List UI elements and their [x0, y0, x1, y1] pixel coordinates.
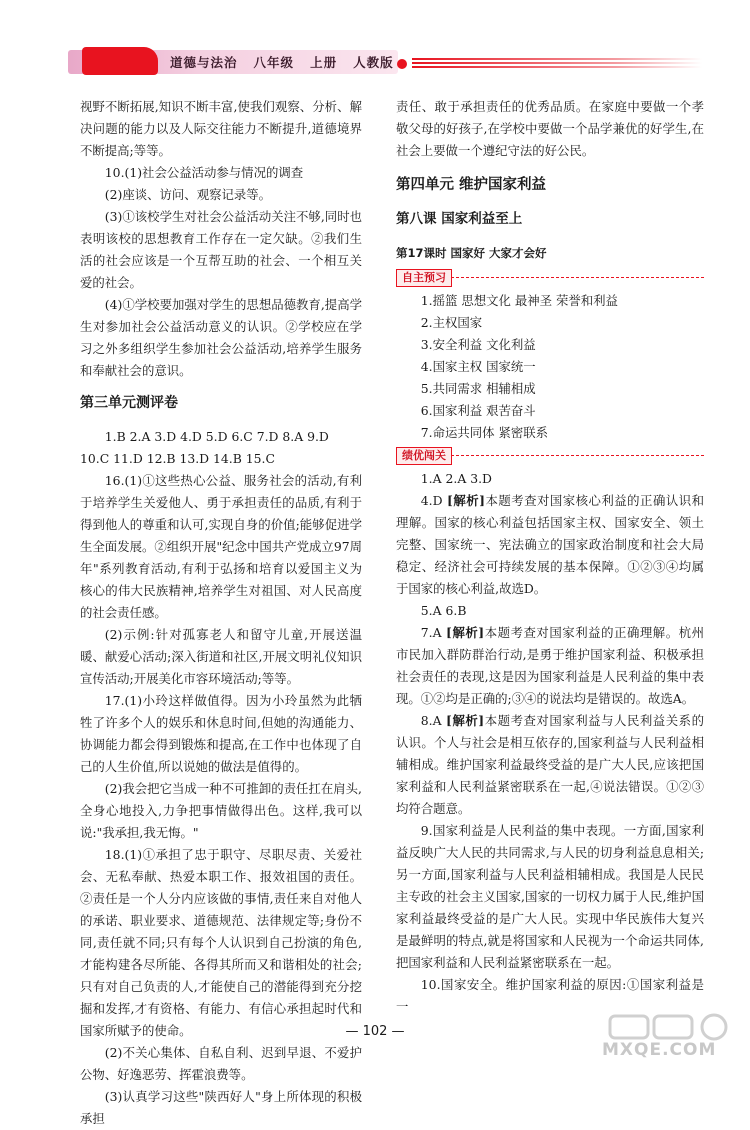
preview-item: 6.国家利益 艰苦奋斗 — [420, 403, 536, 418]
q10-part4: (4)①学校要加强对学生的思想品德教育,提高学生对参加社会公益活动意义的认识。②学校应在学习之外多组织学生参加社会公益活动,培养学生服务和奉献社会的意识。 — [80, 297, 362, 378]
page-number: — 102 — — [345, 1024, 405, 1039]
right-intro: 责任、敢于承担责任的优秀品质。在家庭中要做一个孝敬父母的好孩子,在学校中要做一个品学兼优的好学生,在社会上要做一个遵纪守法的好公民。 — [396, 99, 704, 158]
q4-analysis-tag: [解析] — [446, 493, 485, 508]
left-column — [80, 96, 362, 1130]
q8-text: 本题考查对国家利益与人民利益关系的认识。个人与社会是相互依存的,国家利益与人民利益相辅相成。维护国家利益最终受益的是广大人民,应该把国家利益和人民利益紧密联系在一起,④说法错误。①②③均符合题意。 — [396, 713, 704, 816]
q16-part1: 16.(1)①这些热心公益、服务社会的活动,有利于培养学生关爱他人、勇于承担责任的品质,有利于得到他人的尊重和认可,实现自身的价值;能够促进学生全面发展。②组织开展"纪念中国共产党成立97周年"系列教育活动,有利于弘扬和培育以爱国主义为核心的伟大民族精神,培养学生对祖国、对人民高度的社会责任感。 — [80, 473, 362, 620]
q8-answer — [396, 710, 704, 820]
q4-prefix: 4.D — [420, 493, 447, 508]
unit3-test-title: 第三单元测评卷 — [80, 395, 178, 411]
left-line: 视野不断拓展,知识不断丰富,使我们观察、分析、解决问题的能力以及人际交往能力不断提升,道德境界不断提高;等等。 — [80, 99, 362, 158]
q18-part1: 18.(1)①承担了忠于职守、尽职尽责、关爱社会、无私奉献、热爱本职工作、报效祖国的责任。②责任是一个人分内应该做的事情,责任来自对他人的承诺、职业要求、道德规范、法律规定等;身份不同,责任就不同;只有每个人认识到自己扮演的角色,才能构建各尽所能、各得其所而又和谐相处的社会;只有对自己负责的人,才能使自己的潜能得到充分挖掘和发挥,才有资格、有能力、有信心承担起时代和国家所赋予的使命。 — [80, 847, 362, 1038]
answers-5-6: 5.A 6.B — [420, 603, 467, 618]
watermark-text: MXQE.COM — [602, 1040, 717, 1060]
preview-item: 3.安全利益 文化利益 — [420, 337, 536, 352]
tag-label-practice: 绩优闯关 — [396, 447, 452, 465]
answers-1-3: 1.A 2.A 3.D — [420, 471, 492, 486]
q7-prefix: 7.A — [420, 625, 447, 640]
q4-text: 本题考查对国家核心利益的正确认识和理解。国家的核心利益包括国家主权、国家安全、领土完整、国家统一、宪法确立的国家政治制度和社会大局稳定、经济社会可持续发展的基本保障。①②③④均属于国家的核心利益,故选D。 — [396, 493, 704, 596]
q4-answer — [396, 490, 704, 600]
q7-answer — [396, 622, 704, 710]
q10-part1: 10.(1)社会公益活动参与情况的调查 — [104, 165, 304, 180]
q10-part3: (3)①该校学生对社会公益活动关注不够,同时也表明该校的思想教育工作存在一定欠缺。②我们生活的社会应该是一个互帮互助的社会、一个相互关爱的社会。 — [80, 209, 362, 290]
preview-item: 2.主权国家 — [420, 315, 483, 330]
page-header — [0, 0, 750, 90]
tag-label-preview: 自主预习 — [396, 269, 452, 287]
choice-answers-1: 1.B 2.A 3.D 4.D 5.D 6.C 7.D 8.A 9.D — [104, 429, 329, 444]
header-dot — [397, 59, 407, 69]
preview-item: 5.共同需求 相辅相成 — [420, 381, 536, 396]
lesson8-title: 第八课 国家利益至上 — [396, 211, 523, 227]
section-tag-preview — [396, 268, 704, 288]
q9-answer: 9.国家利益是人民利益的集中表现。一方面,国家利益反映广大人民的共同需求,与人民的切身利益息息相关;另一方面,国家利益与人民利益相辅相成。我国是人民民主专政的社会主义国家,国家的一切权力属于人民,维护国家利益最终受益的是广大人民。实现中华民族伟大复兴是最鲜明的特点,就是将国家和人民视为一个命运共同体,把国家利益和人民利益紧密联系在一起。 — [396, 823, 704, 970]
q17-part2: (2)我会把它当成一种不可推卸的责任扛在肩头,全身心地投入,力争把事情做得出色。这样,我可以说:"我承担,我无悔。" — [80, 781, 362, 840]
q18-part3: (3)认真学习这些"陕西好人"身上所体现的积极承担 — [80, 1089, 362, 1126]
q18-part2: (2)不关心集体、自私自利、迟到早退、不爱护公物、好逸恶劳、挥霍浪费等。 — [80, 1045, 362, 1082]
q8-prefix: 8.A — [420, 713, 447, 728]
preview-item: 7.命运共同体 紧密联系 — [420, 425, 549, 440]
unit4-title: 第四单元 维护国家利益 — [396, 177, 547, 193]
header-red-tab — [82, 47, 158, 75]
q7-analysis-tag: [解析] — [446, 625, 485, 640]
header-title: 道德与法治 八年级 上册 人教版 — [170, 55, 394, 70]
q17-part1: 17.(1)小玲这样做值得。因为小玲虽然为此牺牲了许多个人的娱乐和休息时间,但她的沟通能力、协调能力都会得到锻炼和提高,在工作中也体现了自己的人生价值,所以说她的做法是值得的。 — [80, 693, 362, 774]
q8-analysis-tag: [解析] — [446, 713, 485, 728]
q16-part2: (2)示例:针对孤寡老人和留守儿童,开展送温暖、献爱心活动;深入街道和社区,开展文明礼仪知识宣传活动;开展美化市容环境活动;等等。 — [80, 627, 362, 686]
preview-item: 1.摇篮 思想文化 最神圣 荣誉和利益 — [420, 293, 618, 308]
q7-text: 本题考查对国家利益的正确理解。杭州市民加入群防群治行动,是勇于维护国家利益、积极承担社会责任的表现,这是因为国家利益是人民利益的集中表现。①②均是正确的;③④的说法均是错误的。故选A。 — [396, 625, 704, 706]
watermark-logo — [608, 1012, 734, 1042]
period17-title: 第17课时 国家好 大家才会好 — [396, 246, 547, 260]
preview-item: 4.国家主权 国家统一 — [420, 359, 536, 374]
choice-answers-2: 10.C 11.D 12.B 13.D 14.B 15.C — [80, 451, 275, 466]
q10-part2: (2)座谈、访问、观察记录等。 — [104, 187, 272, 202]
right-column — [396, 96, 704, 1018]
section-tag-practice — [396, 446, 704, 466]
q10-answer: 10.国家安全。维护国家利益的原因:①国家利益是一 — [396, 977, 704, 1014]
header-rule-lines — [412, 58, 702, 70]
